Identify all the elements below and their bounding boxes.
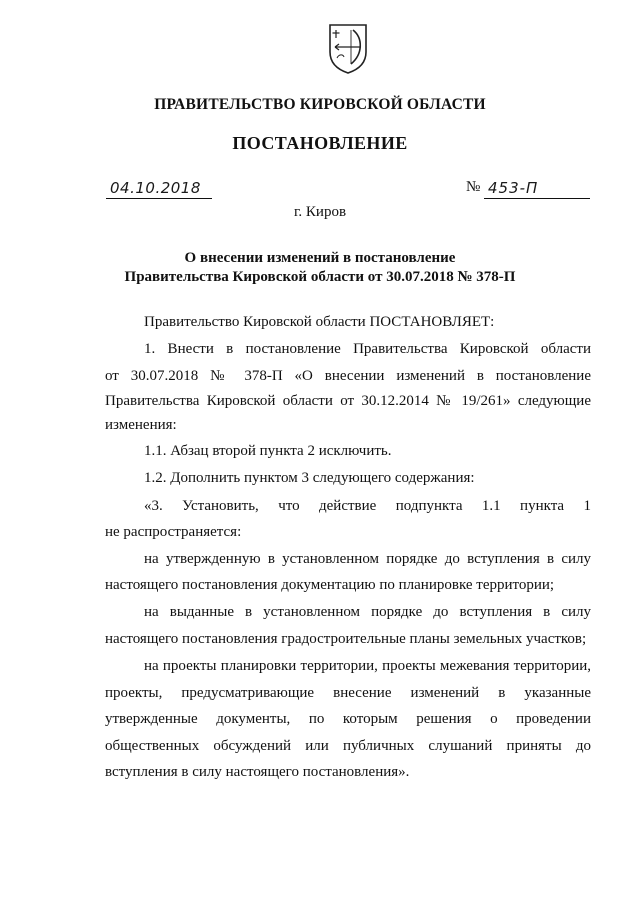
paragraph-line: вступления в силу настоящего постановления».	[105, 764, 410, 780]
paragraph-line: утвержденные документы, по которым решения о проведении	[105, 711, 591, 727]
date-value: 04.10.2018	[110, 179, 201, 197]
subject-line: Правительства Кировской области от 30.07.2018 № 378-П	[124, 269, 516, 285]
date-field	[106, 178, 212, 199]
number-value: 453-П	[488, 179, 539, 197]
paragraph-line: на проекты планировки территории, проекты межевания территории,	[144, 658, 591, 674]
paragraph-line: проекты, предусматривающие внесение изменений в указанные	[105, 685, 591, 701]
coat-of-arms-icon	[327, 22, 369, 74]
organization-name: ПРАВИТЕЛЬСТВО КИРОВСКОЙ ОБЛАСТИ	[154, 96, 486, 113]
paragraph-line: «3. Установить, что действие подпункта 1.1 пункта 1	[144, 498, 591, 514]
paragraph-line: на утвержденную в установленном порядке до вступления в силу	[144, 551, 591, 567]
city: г. Киров	[293, 204, 347, 220]
paragraph-line: Правительства Кировской области от 30.12.2014 № 19/261» следующие	[105, 393, 591, 409]
paragraph-line: настоящего постановления градостроительные планы земельных участков;	[105, 631, 587, 647]
subject-line: О внесении изменений в постановление	[184, 250, 456, 266]
paragraph-line: на выданные в установленном порядке до вступления в силу	[144, 604, 591, 620]
preamble: Правительство Кировской области ПОСТАНОВЛЯЕТ:	[144, 314, 495, 330]
paragraph-line: изменения:	[105, 417, 177, 433]
paragraph-line: общественных обсуждений или публичных слушаний приняты до	[105, 738, 591, 754]
number-field	[484, 178, 590, 199]
paragraph-line: от 30.07.2018 № 378-П «О внесении изменений в постановление	[105, 368, 591, 384]
paragraph-line: настоящего постановления документацию по планировке территории;	[105, 577, 555, 593]
paragraph-line: 1.2. Дополнить пунктом 3 следующего содержания:	[144, 470, 475, 486]
number-sign: №	[466, 179, 481, 195]
paragraph-line: не распространяется:	[105, 524, 242, 540]
paragraph-line: 1.1. Абзац второй пункта 2 исключить.	[144, 443, 392, 459]
paragraph-line: 1. Внести в постановление Правительства Кировской области	[144, 341, 591, 357]
document-subject	[0, 249, 640, 287]
document-type: ПОСТАНОВЛЕНИЕ	[232, 133, 408, 153]
